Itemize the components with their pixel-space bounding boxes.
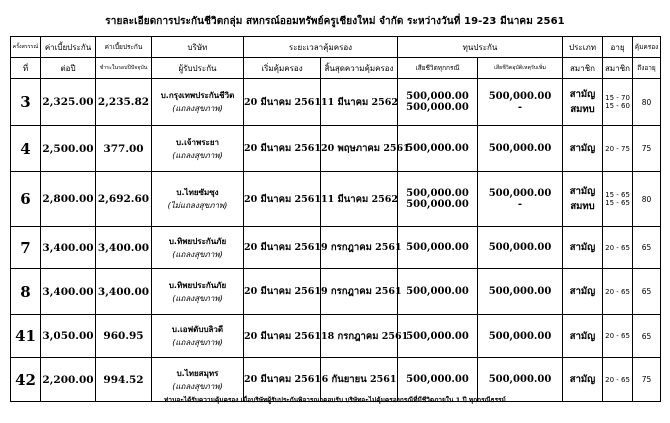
- col-subheader-coverage: ถึงอายุ: [633, 58, 661, 79]
- health-note: (แถลงสุขภาพ): [172, 150, 223, 160]
- row-paid: 960.95: [96, 315, 152, 358]
- footer-note: ท่านจะได้รับความคุ้มครอง เมื่อบริษัทผู้รับประกันพิจารณาตอบรับ บริษัทจะไม่คุ้มครองกรณีที่มีชีวิตภายใน 1 ปี ทุกกรณีธรรม์: [164, 396, 506, 404]
- col-subheader-company: ผู้รับประกัน: [152, 58, 244, 79]
- health-note: (แถลงสุขภาพ): [172, 249, 223, 259]
- row-coverage: 65: [633, 269, 661, 315]
- accident-amount: 500,000.00: [478, 126, 563, 172]
- row-no: 8: [11, 269, 41, 315]
- row-company: [152, 172, 244, 227]
- col-subheader-accident: เสียชีวิตอุบัติเหตุรับเพิ่ม: [478, 58, 563, 79]
- accident-amount: -: [517, 199, 523, 210]
- age-range: 15 - 65: [605, 191, 630, 199]
- row-paid: 2,692.60: [96, 172, 152, 227]
- row-end: 6 กันยายน 2561: [321, 358, 398, 402]
- col-header-paid: ค่าเบี้ยประกัน: [96, 37, 152, 58]
- table-row: [11, 172, 661, 227]
- col-subheader-start: เริ่มคุ้มครอง: [244, 58, 321, 79]
- row-start: 20 มีนาคม 2561: [244, 269, 321, 315]
- row-no: 4: [11, 126, 41, 172]
- table-row: [11, 227, 661, 269]
- health-note: (แถลงสุขภาพ): [172, 381, 223, 391]
- row-start: 20 มีนาคม 2561: [244, 126, 321, 172]
- col-header-coverage: คุ้มครอง: [633, 37, 661, 58]
- col-header-period: ระยะเวลาคุ้มครอง: [244, 37, 398, 58]
- row-end: 11 มีนาคม 2562: [321, 172, 398, 227]
- row-age: [603, 172, 633, 227]
- col-header-type: ประเภท: [563, 37, 603, 58]
- row-start: 20 มีนาคม 2561: [244, 227, 321, 269]
- row-coverage: 65: [633, 315, 661, 358]
- row-paid: 994.52: [96, 358, 152, 402]
- col-header-sum: ทุนประกัน: [398, 37, 563, 58]
- col-subheader-paid: ชำระในรอบปีปัจจุบัน: [96, 58, 152, 79]
- row-paid: 3,400.00: [96, 227, 152, 269]
- col-subheader-premium: ต่อปี: [41, 58, 96, 79]
- row-no: 42: [11, 358, 41, 402]
- death-amount: 500,000.00: [406, 91, 469, 102]
- row-end: 11 มีนาคม 2562: [321, 79, 398, 126]
- death-amount: 500,000.00: [406, 102, 469, 113]
- row-start: 20 มีนาคม 2561: [244, 79, 321, 126]
- col-subheader-type: สมาชิก: [563, 58, 603, 79]
- row-accident: [478, 172, 563, 227]
- death-amount: 500,000.00: [406, 188, 469, 199]
- col-header-no: ครั้งสรรรณ์: [11, 37, 41, 58]
- member-type: สามัญ: [563, 358, 603, 402]
- health-note: (ไม่แถลงสุขภาพ): [167, 201, 228, 210]
- row-age: [603, 79, 633, 126]
- insurance-table: [10, 36, 661, 402]
- col-header-premium: ค่าเบี้ยประกัน: [41, 37, 96, 58]
- age-range: 20 - 65: [603, 315, 633, 358]
- row-end: 9 กรกฎาคม 2561: [321, 269, 398, 315]
- accident-amount: 500,000.00: [488, 91, 552, 102]
- accident-amount: 500,000.00: [478, 227, 563, 269]
- member-type: สามัญ: [563, 269, 603, 315]
- row-paid: 3,400.00: [96, 269, 152, 315]
- col-subheader-no: ที่: [11, 58, 41, 79]
- member-type: สามัญ: [563, 227, 603, 269]
- row-coverage: 75: [633, 126, 661, 172]
- member-type: สามัญ: [569, 186, 596, 197]
- company-name: บ.ไทยสมุทร: [176, 368, 219, 378]
- accident-amount: 500,000.00: [478, 358, 563, 402]
- document-title: รายละเอียดการประกันชีวิตกลุ่ม สหกรณ์ออมทรัพย์ครูเชียงใหม่ จำกัด ระหว่างวันที่ 19-23 มีนาคม 2561: [105, 16, 565, 27]
- death-amount: 500,000.00: [398, 358, 478, 402]
- company-name: บ.ทิพยประกันภัย: [168, 236, 227, 246]
- table-row: [11, 79, 661, 126]
- row-company: [152, 79, 244, 126]
- age-range: 20 - 65: [603, 227, 633, 269]
- age-range: 15 - 60: [605, 102, 630, 110]
- accident-amount: -: [517, 102, 523, 113]
- col-subheader-end: สิ้นสุดความคุ้มครอง: [321, 58, 398, 79]
- row-premium: 3,400.00: [41, 227, 96, 269]
- death-amount: 500,000.00: [398, 269, 478, 315]
- row-paid: 377.00: [96, 126, 152, 172]
- row-coverage: 80: [633, 172, 661, 227]
- row-no: 41: [11, 315, 41, 358]
- row-start: 20 มีนาคม 2561: [244, 172, 321, 227]
- health-note: (แถลงสุขภาพ): [172, 338, 223, 347]
- row-premium: 2,325.00: [41, 79, 96, 126]
- row-company: [152, 315, 244, 358]
- row-company: [152, 227, 244, 269]
- row-premium: 2,500.00: [41, 126, 96, 172]
- member-type: สามัญ: [563, 315, 603, 358]
- row-premium: 3,400.00: [41, 269, 96, 315]
- health-note: (แถลงสุขภาพ): [172, 293, 223, 303]
- age-range: 20 - 75: [603, 126, 633, 172]
- age-range: 15 - 70: [605, 94, 630, 102]
- row-paid: 2,235.82: [96, 79, 152, 126]
- col-subheader-age: สมาชิก: [603, 58, 633, 79]
- col-header-age: อายุ: [603, 37, 633, 58]
- table-row: [11, 269, 661, 315]
- age-range: 15 - 65: [605, 199, 630, 207]
- row-company: [152, 269, 244, 315]
- death-amount: 500,000.00: [398, 227, 478, 269]
- accident-amount: 500,000.00: [478, 269, 563, 315]
- company-name: บ.ไทยซัมซุง: [176, 188, 219, 197]
- row-premium: 2,800.00: [41, 172, 96, 227]
- row-company: [152, 126, 244, 172]
- row-coverage: 65: [633, 227, 661, 269]
- table-row: [11, 126, 661, 172]
- table-row: [11, 315, 661, 358]
- row-no: 3: [11, 79, 41, 126]
- row-type: [563, 79, 603, 126]
- death-amount: 500,000.00: [406, 199, 469, 210]
- death-amount: 500,000.00: [398, 126, 478, 172]
- row-death: [398, 172, 478, 227]
- row-end: 20 พฤษภาคม 2561: [321, 126, 398, 172]
- accident-amount: 500,000.00: [488, 188, 552, 199]
- row-premium: 2,200.00: [41, 358, 96, 402]
- accident-amount: 500,000.00: [478, 315, 563, 358]
- col-header-company: บริษัท: [152, 37, 244, 58]
- company-name: บ.กรุงเทพประกันชีวิต: [160, 91, 235, 100]
- row-premium: 3,050.00: [41, 315, 96, 358]
- row-type: [563, 172, 603, 227]
- member-type: สามัญ: [563, 126, 603, 172]
- row-coverage: 80: [633, 79, 661, 126]
- member-type: สามัญ: [569, 89, 596, 100]
- row-end: 9 กรกฎาคม 2561: [321, 227, 398, 269]
- row-coverage: 75: [633, 358, 661, 402]
- member-type: สมทบ: [570, 201, 595, 212]
- company-name: บ.ทิพยประกันภัย: [168, 280, 227, 290]
- company-name: บ.เอฟดับบลิวดี: [171, 325, 224, 334]
- death-amount: 500,000.00: [398, 315, 478, 358]
- row-accident: [478, 79, 563, 126]
- health-note: (แถลงสุขภาพ): [172, 104, 223, 113]
- row-no: 6: [11, 172, 41, 227]
- age-range: 20 - 65: [603, 358, 633, 402]
- row-start: 20 มีนาคม 2561: [244, 315, 321, 358]
- row-no: 7: [11, 227, 41, 269]
- company-name: บ.เจ้าพระยา: [175, 137, 220, 147]
- row-start: 20 มีนาคม 2561: [244, 358, 321, 402]
- row-end: 18 กรกฎาคม 2561: [321, 315, 398, 358]
- row-death: [398, 79, 478, 126]
- age-range: 20 - 65: [603, 269, 633, 315]
- col-subheader-death: เสียชีวิตทุกกรณี: [398, 58, 478, 79]
- member-type: สมทบ: [570, 104, 595, 115]
